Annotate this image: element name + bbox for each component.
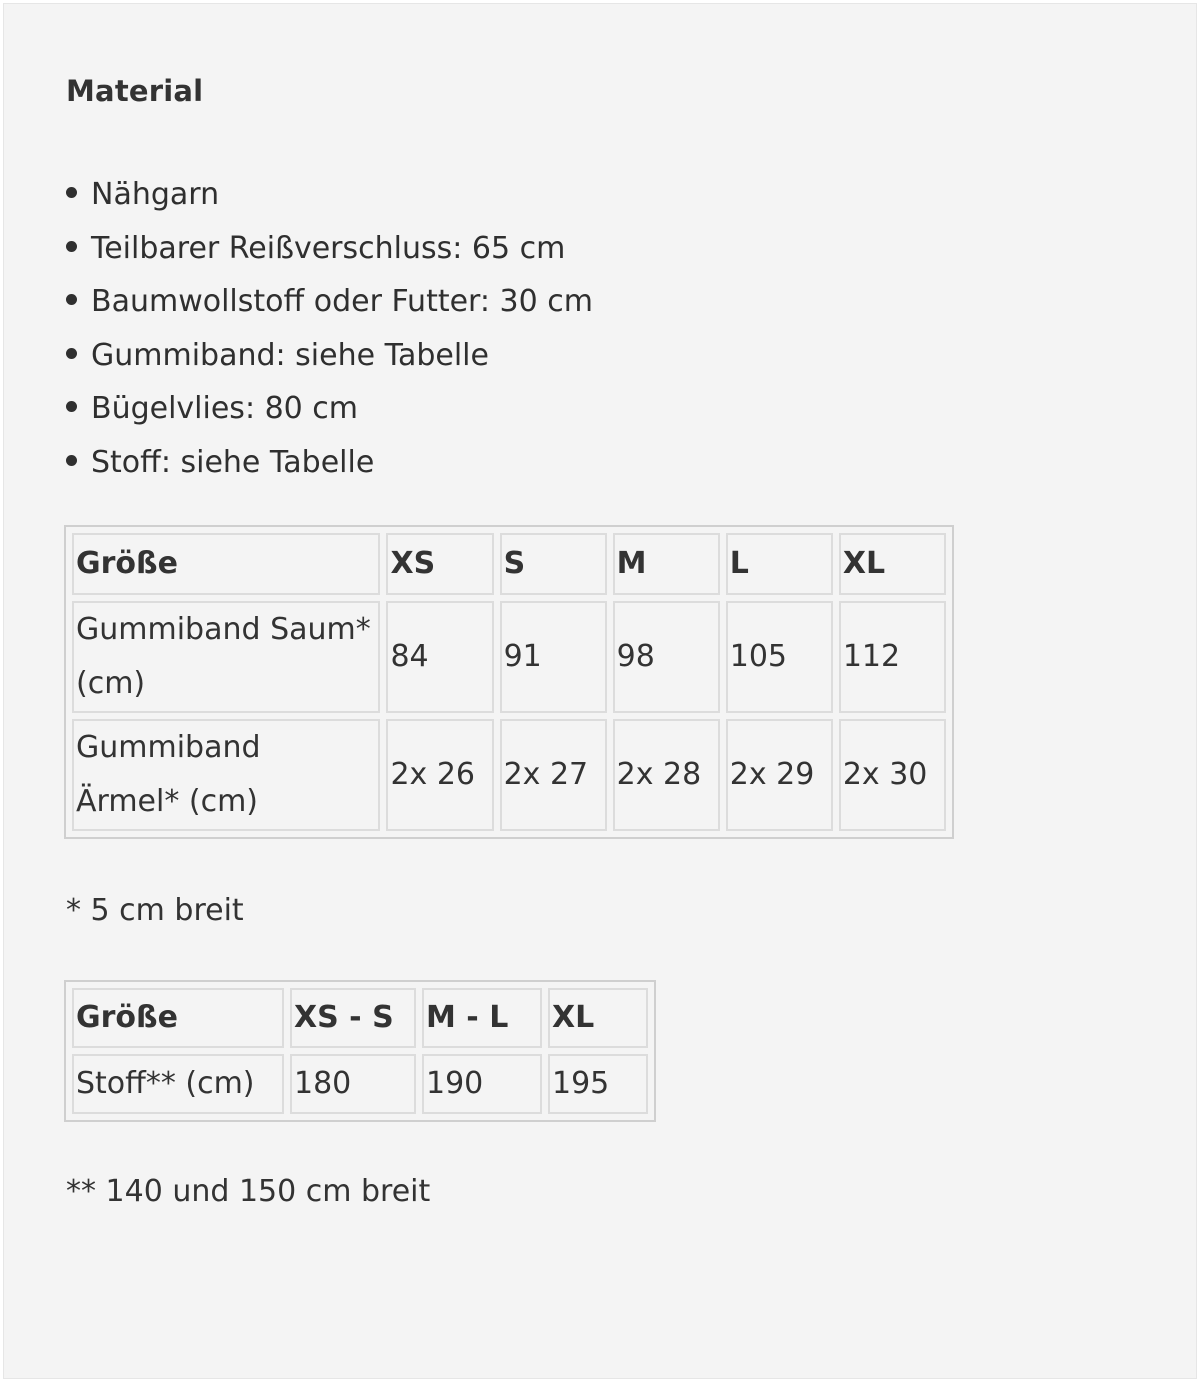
table-cell: 190 (422, 1054, 542, 1114)
material-heading: Material (66, 74, 204, 108)
list-item-text: Stoff: siehe Tabelle (91, 444, 375, 480)
list-item-text: Teilbarer Reißverschluss: 65 cm (91, 230, 566, 266)
list-item (66, 329, 593, 383)
table-cell: 112 (839, 601, 946, 713)
row-label-cell: Gummiband Saum* (cm) (72, 601, 380, 713)
table-row (72, 601, 946, 713)
table-cell: 2x 30 (839, 719, 946, 831)
table-cell: 180 (290, 1054, 416, 1114)
table-header-cell: Größe (72, 988, 284, 1048)
table-header-cell: XL (548, 988, 648, 1048)
bullet-icon (66, 348, 77, 359)
list-item (66, 222, 593, 276)
table-header-cell: Größe (72, 533, 380, 595)
list-item-text: Gummiband: siehe Tabelle (91, 337, 489, 373)
list-item (66, 382, 593, 436)
bullet-icon (66, 294, 77, 305)
table-header-cell: S (500, 533, 607, 595)
bullet-icon (66, 187, 77, 198)
table-cell: 2x 26 (386, 719, 493, 831)
table-header-cell: L (726, 533, 833, 595)
list-item (66, 168, 593, 222)
table-row (72, 719, 946, 831)
table-cell: 91 (500, 601, 607, 713)
table-header-cell: XS - S (290, 988, 416, 1048)
elastic-size-table (64, 525, 954, 839)
bullet-icon (66, 401, 77, 412)
table-cell: 98 (613, 601, 720, 713)
fabric-size-table (64, 980, 656, 1122)
table-cell: 2x 29 (726, 719, 833, 831)
list-item-text: Bügelvlies: 80 cm (91, 391, 359, 426)
bullet-icon (66, 241, 77, 252)
footnote-elastic-width: * 5 cm breit (66, 893, 244, 928)
material-list (66, 168, 593, 489)
table-header-cell: XL (839, 533, 946, 595)
table-cell: 2x 27 (500, 719, 607, 831)
list-item-text: Baumwollstoff oder Futter: 30 cm (91, 284, 593, 319)
table-header-cell: XS (386, 533, 493, 595)
bullet-icon (66, 455, 77, 466)
table-header-cell: M - L (422, 988, 542, 1048)
table-header-row (72, 533, 946, 595)
table-cell: 105 (726, 601, 833, 713)
table-cell: 195 (548, 1054, 648, 1114)
table-header-row (72, 988, 648, 1048)
row-label-cell: Gummiband Ärmel* (cm) (72, 719, 380, 831)
footnote-fabric-width: ** 140 und 150 cm breit (66, 1174, 431, 1209)
table-header-cell: M (613, 533, 720, 595)
list-item (66, 275, 593, 329)
row-label-cell: Stoff** (cm) (72, 1054, 284, 1114)
list-item-text: Nähgarn (91, 177, 220, 212)
table-cell: 84 (386, 601, 493, 713)
list-item (66, 436, 593, 490)
table-row (72, 1054, 648, 1114)
table-cell: 2x 28 (613, 719, 720, 831)
